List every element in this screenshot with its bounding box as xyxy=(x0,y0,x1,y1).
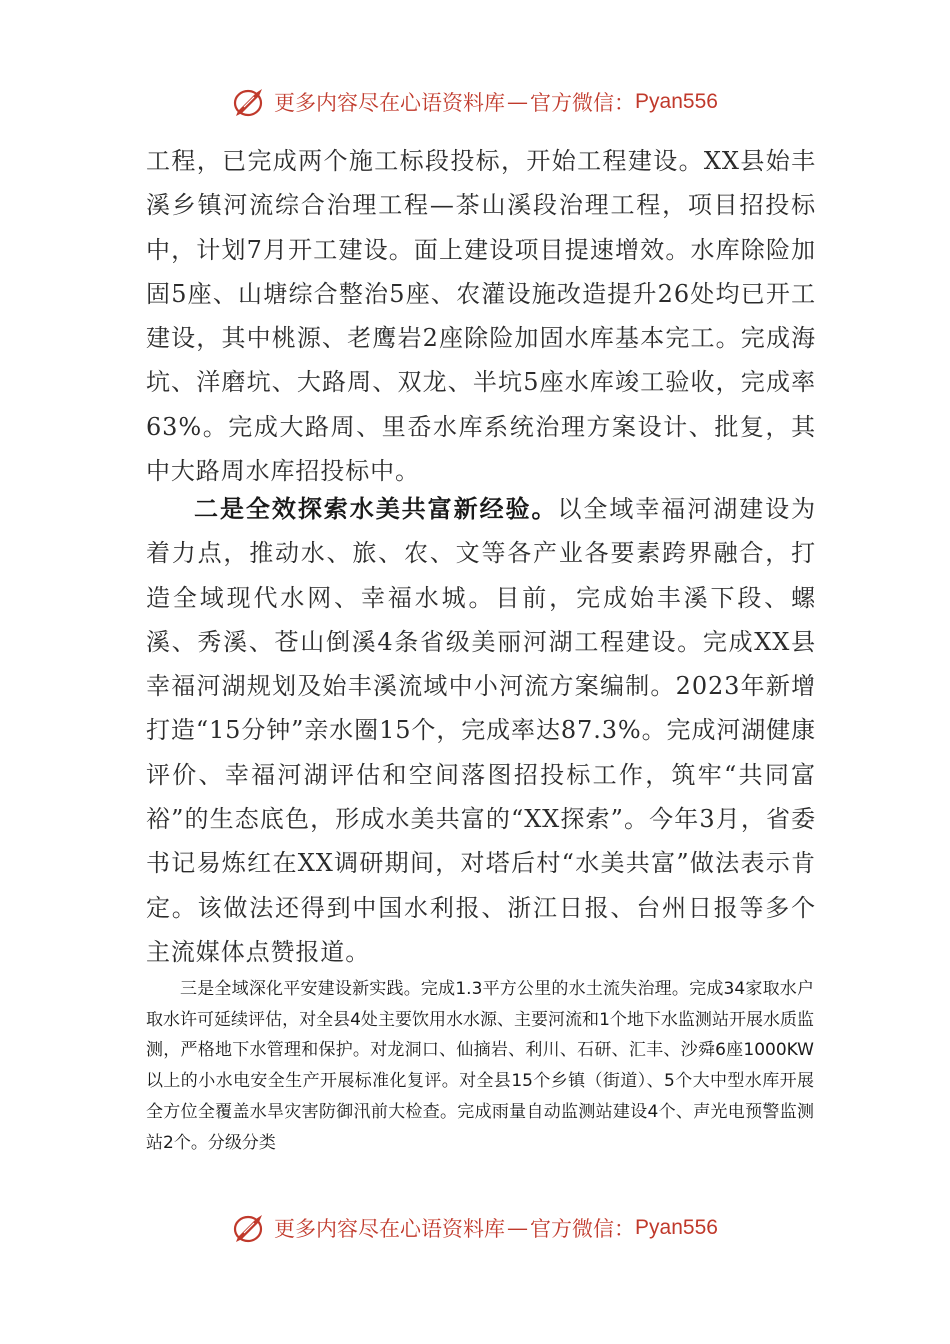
body-section-2 xyxy=(146,487,816,974)
paragraph-2-lead: 二是全效探索水美共富新经验。 xyxy=(194,494,558,523)
banner-label-text: 官方微信： xyxy=(530,91,636,115)
footer-banner xyxy=(0,1208,950,1248)
banner-account-text: Pyan556 xyxy=(635,1216,718,1239)
paragraph-1: 工程，已完成两个施工标段投标，开始工程建设。XX县始丰溪乡镇河流综合治理工程—茶山溪段治理工程，项目招投标中，计划7月开工建设。面上建设项目提速增效。水库除险加固5座、山塘综合整治5座、农灌设施改造提升26处均已开工建设，其中桃源、老鹰岩2座除险加固水库基本完工。完成海坑、洋磨坑、大路周、双龙、半坑5座水库竣工验收，完成率63%。完成大路周、里岙水库系统治理方案设计、批复，其中大路周水库招投标中。 xyxy=(146,147,816,486)
pen-nib-logo-icon xyxy=(232,85,268,119)
banner-separator: — xyxy=(507,1216,529,1240)
banner-separator: — xyxy=(507,90,529,114)
body-section-3 xyxy=(146,974,814,1158)
paragraph-2-body: 以全域幸福河湖建设为着力点，推动水、旅、农、文等各产业各要素跨界融合，打造全域现代水网、幸福水城。目前，完成始丰溪下段、螺溪、秀溪、苍山倒溪4条省级美丽河湖工程建设。完成XX县幸福河湖规划及始丰溪流域中小河流方案编制。2023年新增打造“15分钟”亲水圈15个，完成率达87.3%。完成河湖健康评价、幸福河湖评估和空间落图招投标工作，筑牢“共同富裕”的生态底色，形成水美共富的“XX探索”。今年3月，省委书记易炼红在XX调研期间，对塔后村“水美共富”做法表示肯定。该做法还得到中国水利报、浙江日报、台州日报等多个主流媒体点赞报道。 xyxy=(146,495,816,966)
paragraph-2 xyxy=(146,487,816,974)
banner-label-text: 官方微信： xyxy=(530,1217,636,1241)
header-banner xyxy=(0,82,950,122)
body-section-1 xyxy=(146,139,816,493)
banner-brand-text: 更多内容尽在心语资料库 xyxy=(274,1217,506,1241)
paragraph-3: 三是全域深化平安建设新实践。完成1.3平方公里的水土流失治理。完成34家取水户取水许可延续评估，对全县4处主要饮用水水源、主要河流和1个地下水监测站开展水质监测，严格地下水管理和保护。对龙洞口、仙摘岩、利川、石研、汇丰、沙舜6座1000KW以上的小水电安全生产开展标准化复评。对全县15个乡镇（街道）、5个大中型水库开展全方位全覆盖水旱灾害防御汛前大检查。完成雨量自动监测站建设4个、声光电预警监测站2个。分级分类 xyxy=(146,979,814,1153)
pen-nib-logo-icon xyxy=(232,1211,268,1245)
banner-brand-text: 更多内容尽在心语资料库 xyxy=(274,91,506,115)
banner-account-text: Pyan556 xyxy=(635,90,718,113)
